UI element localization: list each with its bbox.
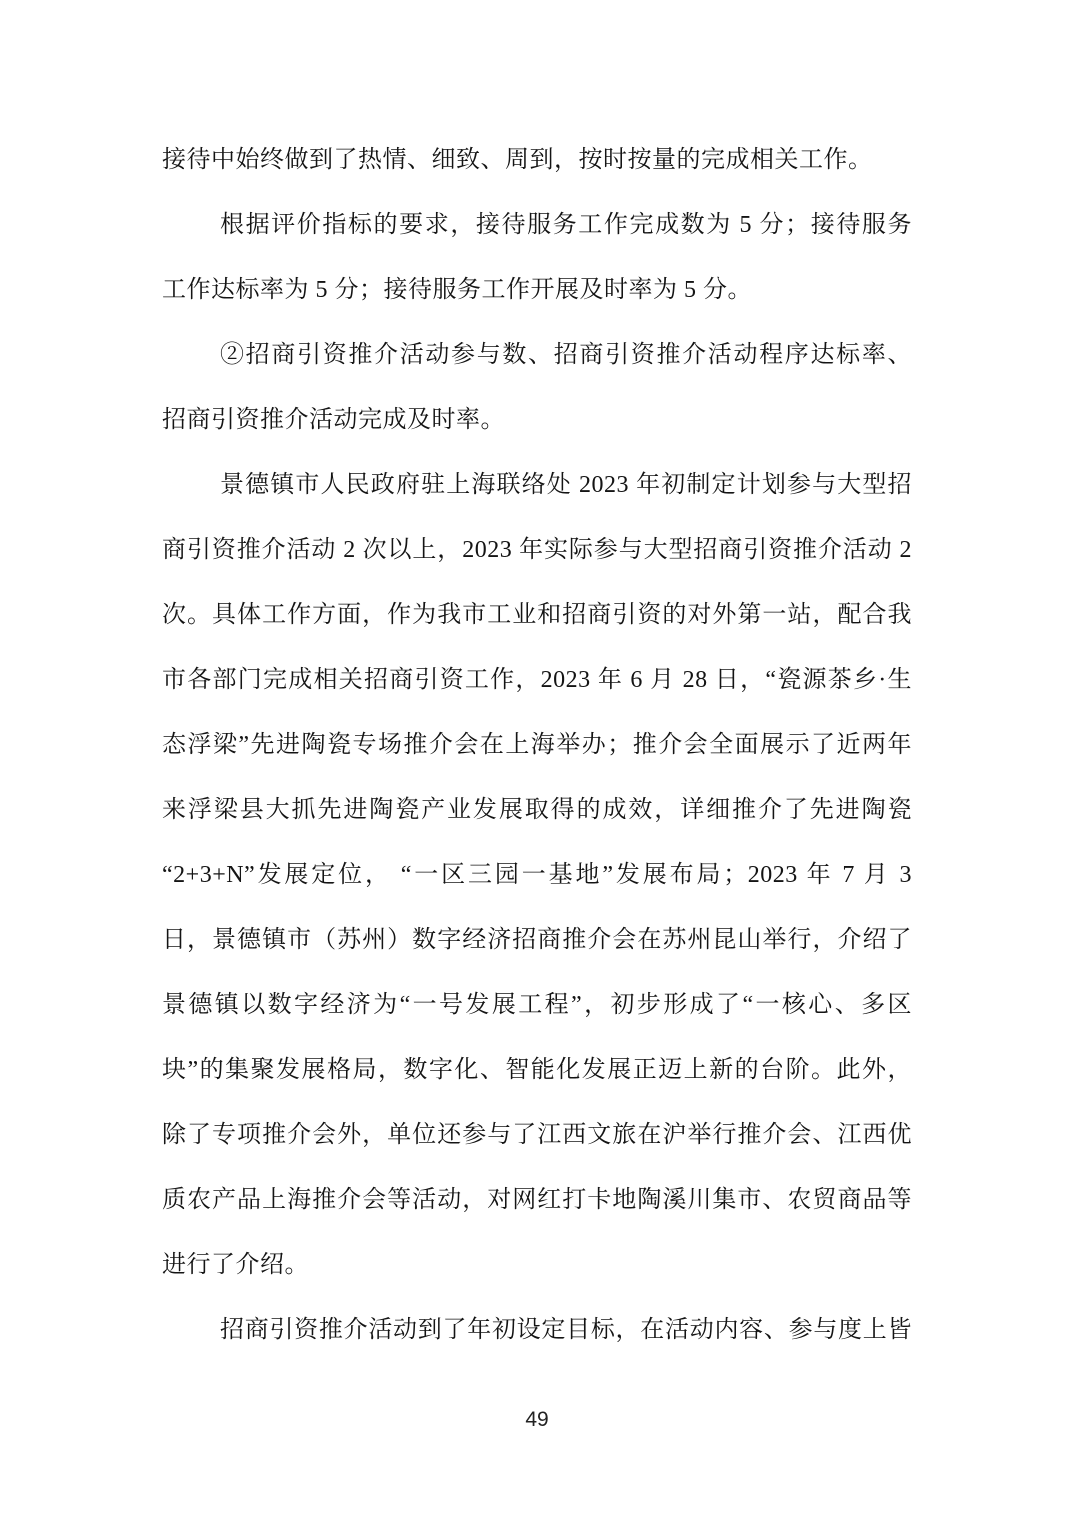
text-line: 日，景德镇市（苏州）数字经济招商推介会在苏州昆山举行，介绍了 bbox=[162, 927, 912, 953]
text-line: 招商引资推介活动完成及时率。 bbox=[162, 407, 505, 433]
body-text bbox=[162, 128, 912, 1363]
text-line: 除了专项推介会外，单位还参与了江西文旅在沪举行推介会、江西优 bbox=[162, 1122, 912, 1148]
text-line: ②招商引资推介活动参与数、招商引资推介活动程序达标率、 bbox=[220, 342, 912, 368]
text-line: 块”的集聚发展格局，数字化、智能化发展正迈上新的台阶。此外， bbox=[162, 1057, 912, 1083]
text-line: 进行了介绍。 bbox=[162, 1252, 309, 1278]
text-line: 接待中始终做到了热情、细致、周到，按时按量的完成相关工作。 bbox=[162, 147, 873, 173]
text-line: 质农产品上海推介会等活动，对网红打卡地陶溪川集市、农贸商品等 bbox=[162, 1187, 912, 1213]
text-line: 招商引资推介活动到了年初设定目标，在活动内容、参与度上皆 bbox=[220, 1317, 912, 1343]
text-line: 市各部门完成相关招商引资工作，2023 年 6 月 28 日，“瓷源茶乡·生 bbox=[162, 667, 912, 693]
text-line: 次。具体工作方面，作为我市工业和招商引资的对外第一站，配合我 bbox=[162, 602, 912, 628]
text-line: 景德镇市人民政府驻上海联络处 2023 年初制定计划参与大型招 bbox=[220, 472, 912, 498]
text-line: 商引资推介活动 2 次以上，2023 年实际参与大型招商引资推介活动 2 bbox=[162, 537, 912, 563]
page-number: 49 bbox=[525, 1408, 549, 1431]
text-line: 工作达标率为 5 分；接待服务工作开展及时率为 5 分。 bbox=[162, 277, 752, 303]
text-line: 态浮梁”先进陶瓷专场推介会在上海举办；推介会全面展示了近两年 bbox=[162, 732, 912, 758]
text-line: 根据评价指标的要求，接待服务工作完成数为 5 分；接待服务 bbox=[220, 212, 912, 238]
text-line: 景德镇以数字经济为“一号发展工程”，初步形成了“一核心、多区 bbox=[162, 992, 912, 1018]
text-line: “2+3+N”发展定位， “一区三园一基地”发展布局；2023 年 7 月 3 bbox=[162, 862, 912, 888]
text-line: 来浮梁县大抓先进陶瓷产业发展取得的成效，详细推介了先进陶瓷 bbox=[162, 797, 912, 823]
